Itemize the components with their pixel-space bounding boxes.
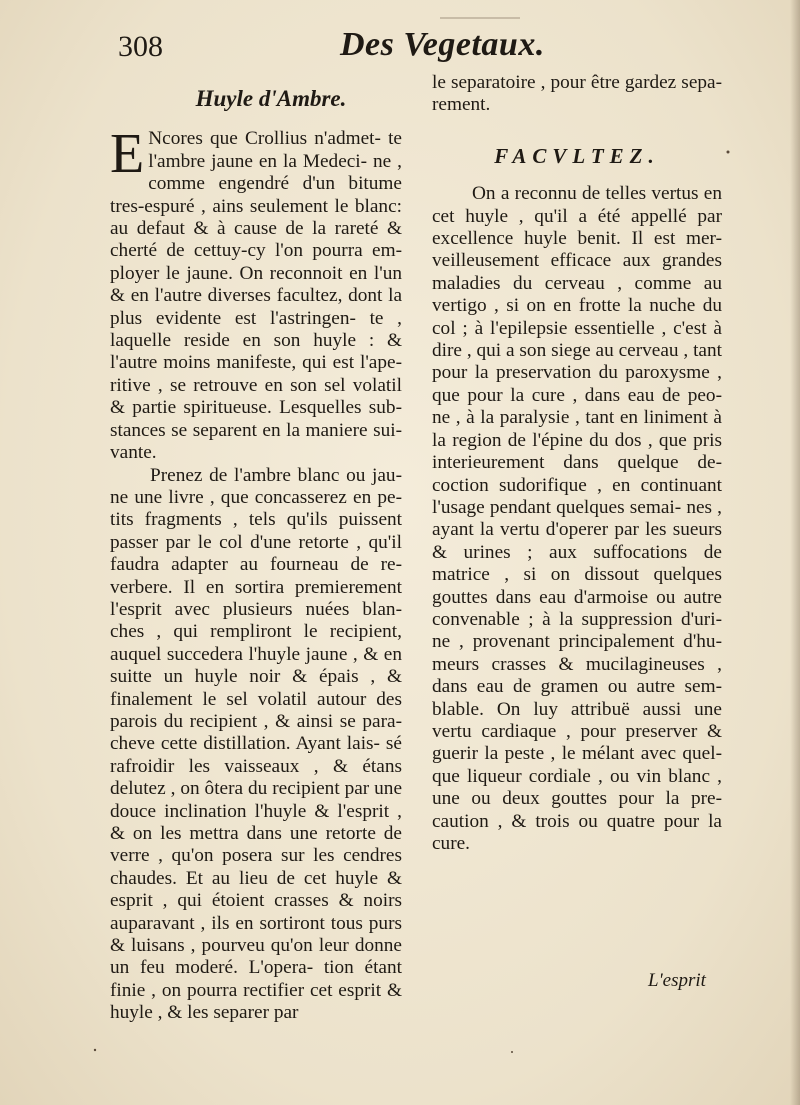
faculty-paragraph: On a reconnu de telles vertus en cet huyle , qu'il a été appellé par excellence huyle benit. Il est mer- veilleusement efficace aux grandes maladies du cerveau , comme au vertigo , si on en frotte la nuche du col ; à l'epilepsie essentielle , c'est à dire , qui a son siege au cerveau , tant pour la preservation du paroxysme , que pour la cure , dans eau de peo- ne , à la paralysie , tant en liniment à la region de l'épine du dos , que pris interieurement dans quelque de- coction sudorifique , en continuant l'usage pendant quelques semai- nes , ayant la vertu d'operer par les sueurs & urines ; aux suffocations de matrice , si on dissout quelques gouttes dans eau d'armoise ou autre convenable ; à la suppression d'uri- ne , provenant principalement d'hu- meurs crasses & mucilagineuses , dans eau de gramen ou autre sem- blable. On luy attribuë aussi une vertu cardiaque , pour preserver & guerir la peste , le mélant avec quel- que liqueur cordiale , ou vin blanc , une ou deux gouttes pour la pre- caution , & trois ou quatre pour la cure. (432, 183, 722, 854)
drop-cap: E (110, 123, 145, 186)
page-number: 308 (118, 30, 163, 63)
catchword: L'esprit (648, 970, 706, 991)
ink-speck (727, 151, 730, 154)
section-title: Huyle d'Ambre. (195, 86, 347, 111)
continuation-text: le separatoire , pour être gardez sepa- rement. (432, 72, 722, 116)
ink-speck (94, 1049, 96, 1051)
running-title: Des Vegetaux. (340, 26, 545, 63)
ink-speck (511, 1051, 513, 1053)
faculty-heading: FACVLTEZ. (494, 143, 660, 168)
method-paragraph: Prenez de l'ambre blanc ou jau- ne une livre , que concasserez en pe- tits fragments , tels qu'ils puissent passer par le col d'une retorte , qu'il faudra adapter au fourneau de re- verbere. Il en sortira premierement l'esprit avec plusieurs nuées blan- ches , qui rempliront le recipient, auquel succedera l'huyle jaune , & en suitte un huyle noir & épais , & finalement le sel volatil autour des parois du recipient , & ainsi se para- cheve cette distillation. Ayant lais- sé rafroidir les vaisseaux , & étans delutez , on ôtera du recipient par une douce inclination l'huyle & l'esprit , & on les mettra dans une retorte de verre , qu'on posera sur les cendres chaudes. Et au lieu de cet huyle & esprit , qui étoient crasses & noirs auparavant , ils en sortiront tous purs & luisans , pourveu qu'on leur donne un feu moderé. L'opera- tion étant finie , on pourra rectifier cet esprit & huyle , & les separer par (110, 464, 402, 1024)
intro-paragraph-text: Ncores que Crollius n'admet- te l'ambre jaune en la Medeci- ne , comme engendré d'un bitume tres-espuré , ains seulement le blanc: au defaut & à cause de la rareté & cherté de cettuy-cy l'on pourra em- ployer le jaune. On reconnoit en l'un & en l'autre diverses facultez, dont la plus evidente est l'astringen- te , laquelle reside en son huyle : & l'autre moins manifeste, qui est l'ape- ritive , se retrouve en son sel volatil & partie spiritueuse. Lesquelles sub- stances se separent en la maniere sui- vante. (110, 128, 402, 464)
page-edge-shadow (790, 0, 800, 1105)
